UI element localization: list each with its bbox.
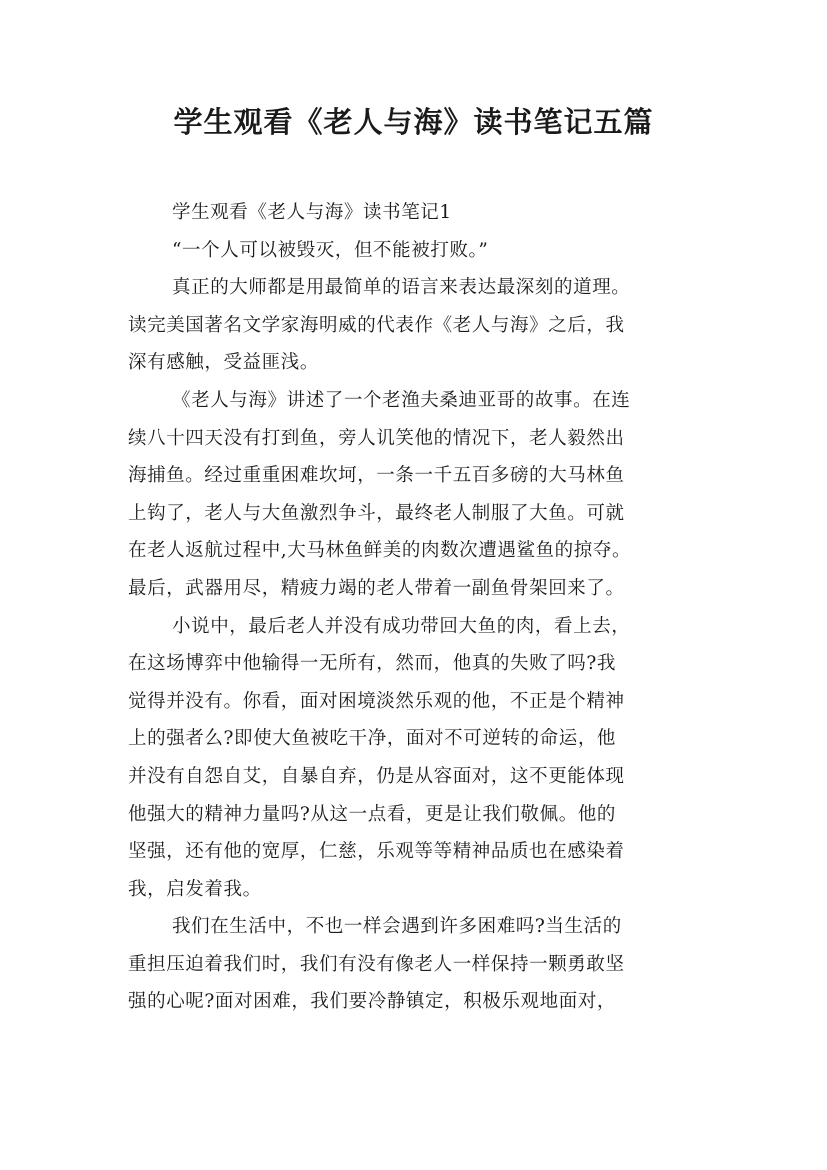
text-line: 在这场博弈中他输得一无所有，然而，他真的失败了吗?我 bbox=[128, 653, 617, 675]
text-line: 并没有自怨自艾，自暴自弃，仍是从容面对，这不更能体现 bbox=[128, 765, 625, 787]
text-line: “一个人可以被毁灭，但不能被打败。” bbox=[172, 239, 489, 261]
document-body bbox=[128, 194, 718, 1021]
text-line: 最后，武器用尽，精疲力竭的老人带着一副鱼骨架回来了。 bbox=[128, 577, 625, 599]
text-line: 海捕鱼。经过重重困难坎坷，一条一千五百多磅的大马林鱼 bbox=[128, 465, 625, 487]
text-line: 真正的大师都是用最简单的语言来表达最深刻的道理。 bbox=[172, 277, 631, 299]
text-line: 《老人与海》讲述了一个老渔夫桑迪亚哥的故事。在连 bbox=[172, 389, 631, 411]
document-title: 学生观看《老人与海》读书笔记五篇 bbox=[173, 105, 654, 139]
text-line: 强的心呢?面对困难，我们要冷静镇定，积极乐观地面对， bbox=[128, 991, 617, 1013]
text-line: 觉得并没有。你看，面对困境淡然乐观的他，不正是个精神 bbox=[128, 690, 625, 712]
text-line: 上钩了，老人与大鱼激烈争斗，最终老人制服了大鱼。可就 bbox=[128, 502, 625, 524]
text-line: 我们在生活中，不也一样会遇到许多困难吗?当生活的 bbox=[172, 916, 622, 938]
text-line: 坚强，还有他的宽厚，仁慈，乐观等等精神品质也在感染着 bbox=[128, 841, 625, 863]
text-line: 深有感触，受益匪浅。 bbox=[128, 352, 320, 374]
text-line: 重担压迫着我们时，我们有没有像老人一样保持一颗勇敢坚 bbox=[128, 953, 625, 975]
text-line: 学生观看《老人与海》读书笔记1 bbox=[172, 202, 452, 223]
text-line: 他强大的精神力量吗?从这一点看，更是让我们敬佩。他的 bbox=[128, 803, 617, 825]
text-line: 在老人返航过程中,大马林鱼鲜美的肉数次遭遇鲨鱼的掠夺。 bbox=[128, 540, 632, 562]
text-line: 上的强者么?即使大鱼被吃干净，面对不可逆转的命运，他 bbox=[128, 728, 617, 750]
text-line: 续八十四天没有打到鱼，旁人讥笑他的情况下，老人毅然出 bbox=[128, 427, 625, 449]
text-line: 读完美国著名文学家海明威的代表作《老人与海》之后，我 bbox=[128, 314, 625, 336]
text-line: 我，启发着我。 bbox=[128, 878, 262, 900]
text-line: 小说中，最后老人并没有成功带回大鱼的肉，看上去， bbox=[172, 615, 631, 637]
